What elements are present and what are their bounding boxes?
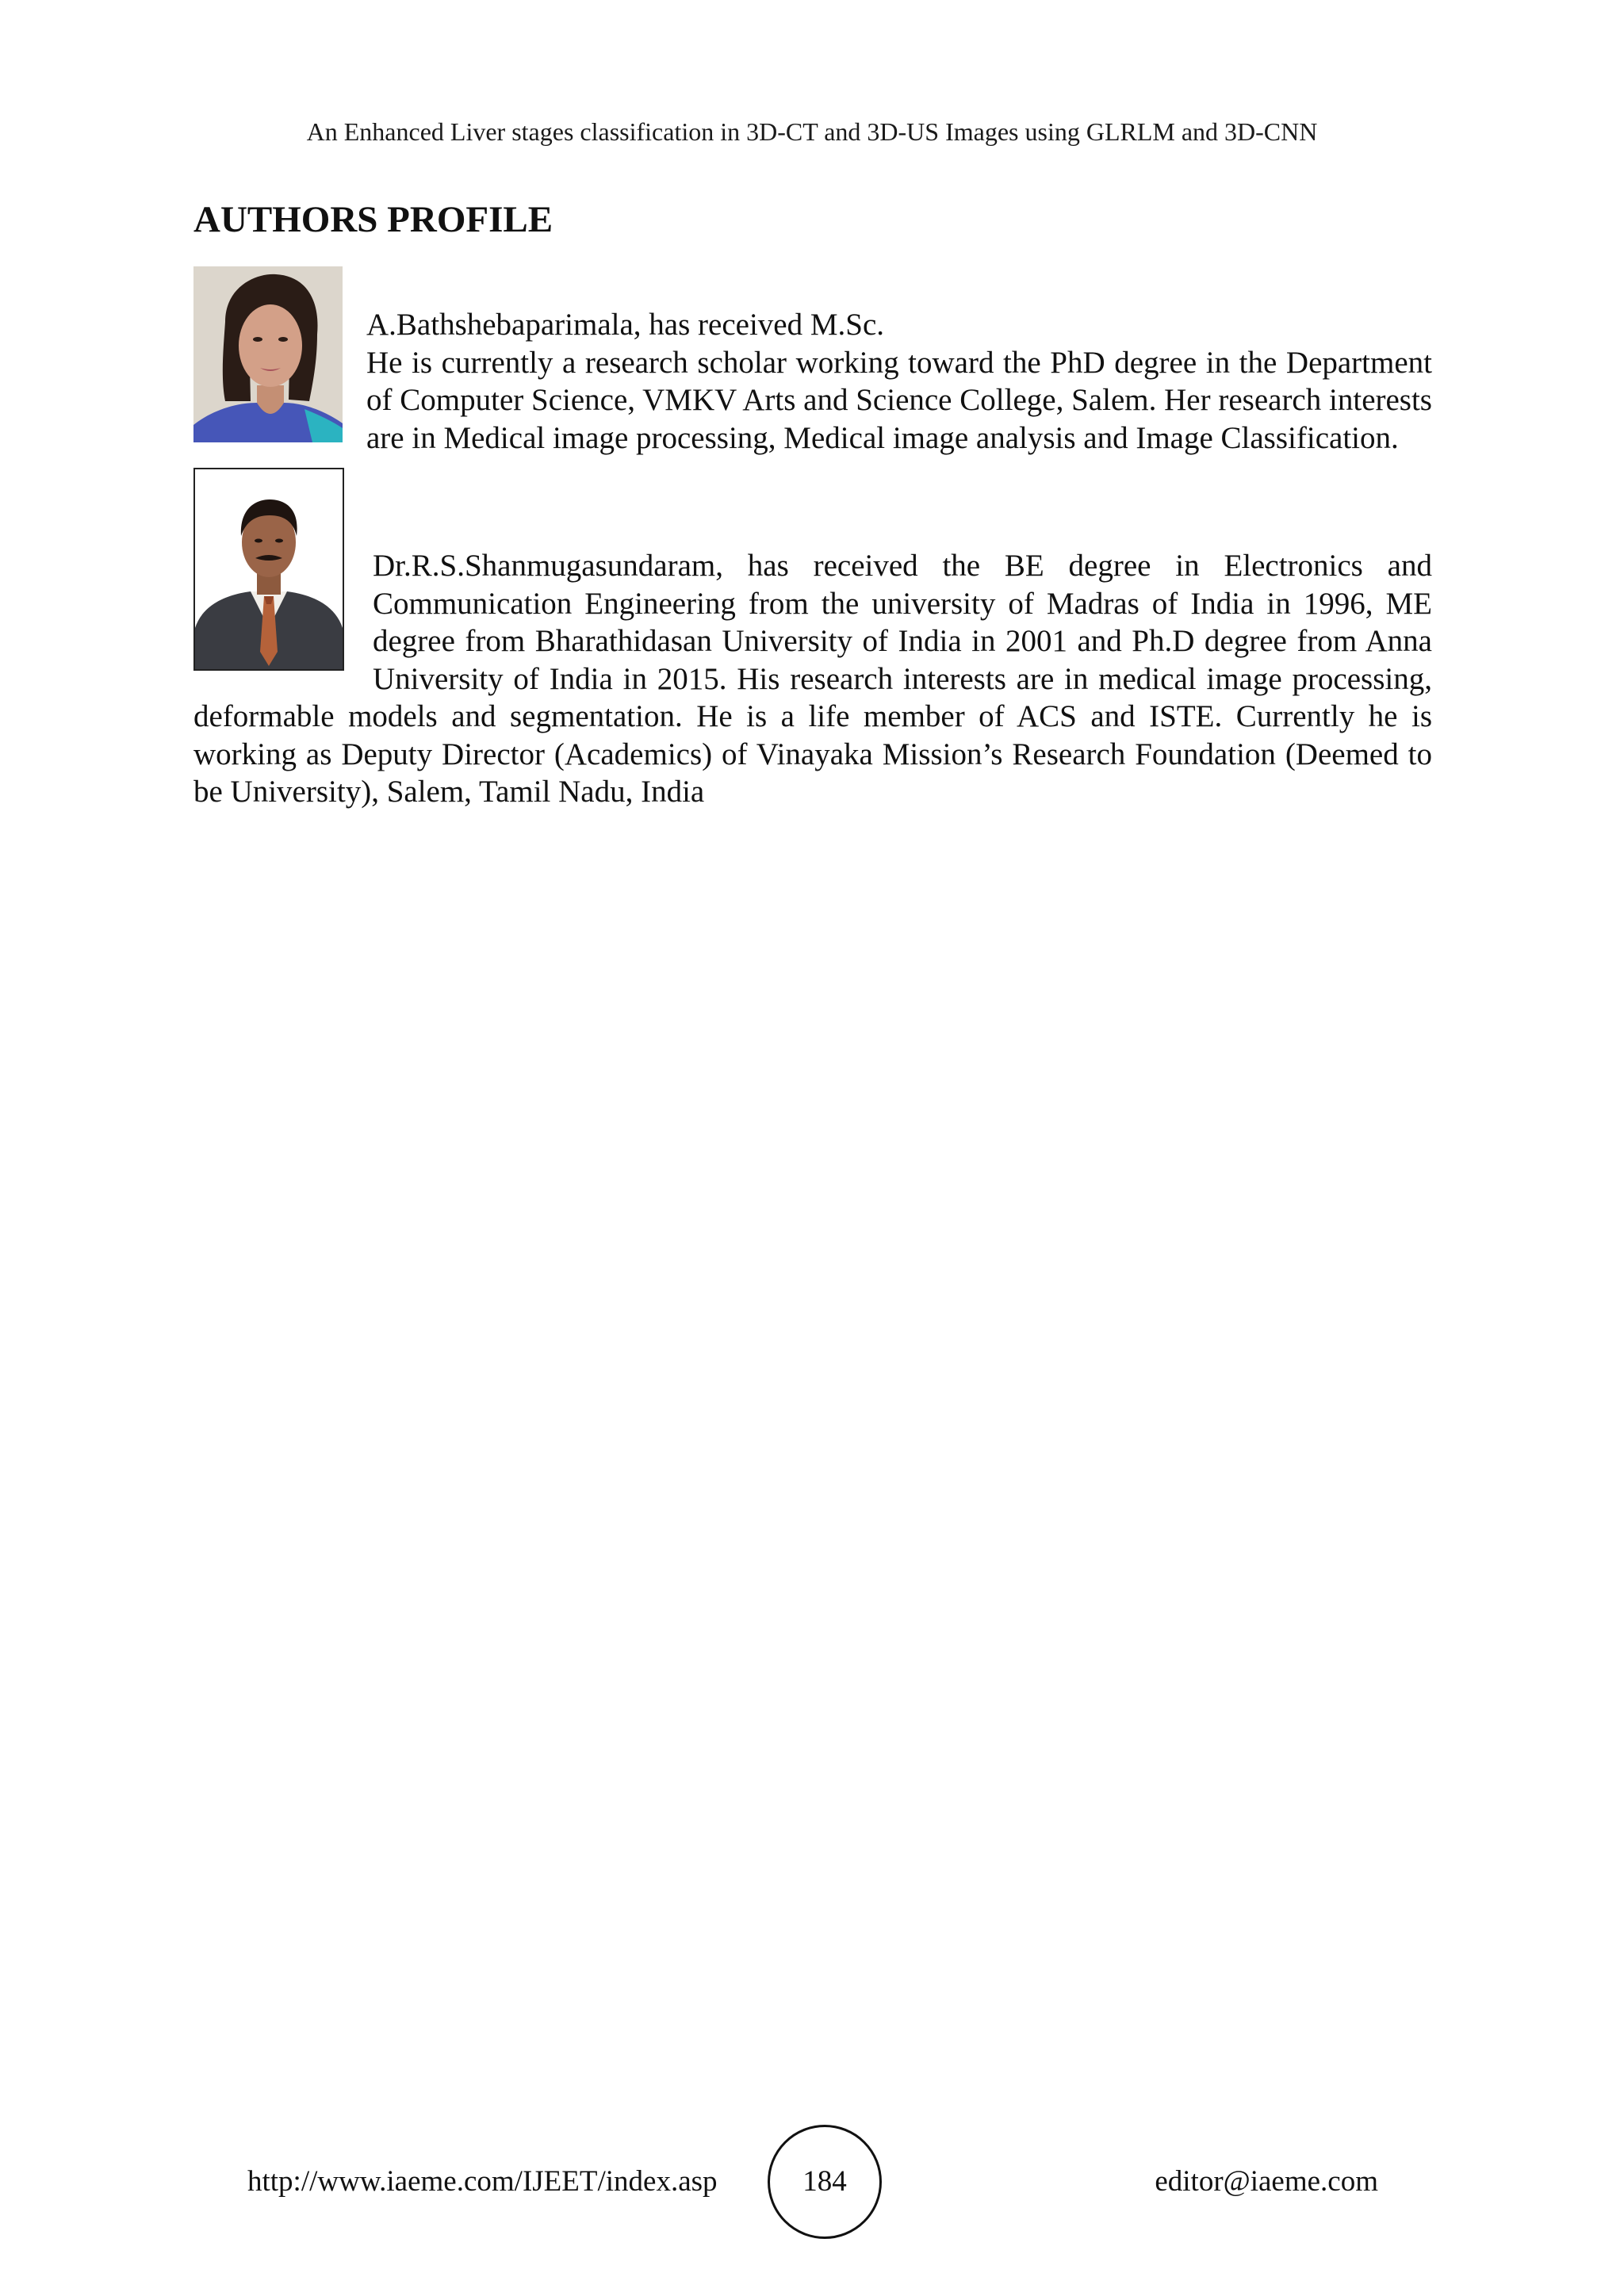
page-number-circle [768, 2125, 882, 2239]
author-2-bio: Dr.R.S.Shanmugasundaram, has received the BE degree in Electronics and Communication Engineering from the university of Madras of India in 1996, ME degree from Bharathidasan University of India in 2001 and Ph.D degree from Anna University of India in 2015. His research interests are in medical image processing, deformable models and segmentation. He is a life member of ACS and ISTE. Currently he is working as Deputy Director (Academics) of Vinayaka Mission’s Research Foundation (Deemed to be University), Salem, Tamil Nadu, India [193, 549, 1432, 809]
author-1-degree: A.Bathshebaparimala, has received M.Sc. [366, 308, 885, 342]
portrait-photo-woman-icon [193, 266, 343, 442]
footer-email-link[interactable]: editor@iaeme.com [1155, 2165, 1378, 2198]
author-profile-1 [193, 266, 1432, 457]
author-photo-1 [193, 266, 343, 442]
running-header: An Enhanced Liver stages classification in 3D-CT and 3D-US Images using GLRLM and 3D-CNN [306, 117, 1318, 146]
page-number: 184 [802, 2165, 847, 2198]
author-profile-2 [193, 468, 1432, 811]
footer-url-link[interactable]: http://www.iaeme.com/IJEET/index.asp [247, 2165, 718, 2198]
page-footer [0, 2125, 1624, 2242]
main-content [193, 195, 1432, 811]
author-photo-2 [193, 468, 344, 671]
author-1-bio: He is currently a research scholar working toward the PhD degree in the Department of Computer Science, VMKV Arts and Science College, Salem. Her research interests are in Medical image processing, Medical image analysis and Image Classification. [366, 345, 1432, 455]
portrait-photo-man-icon [195, 469, 343, 669]
section-title: AUTHORS PROFILE [193, 199, 553, 240]
